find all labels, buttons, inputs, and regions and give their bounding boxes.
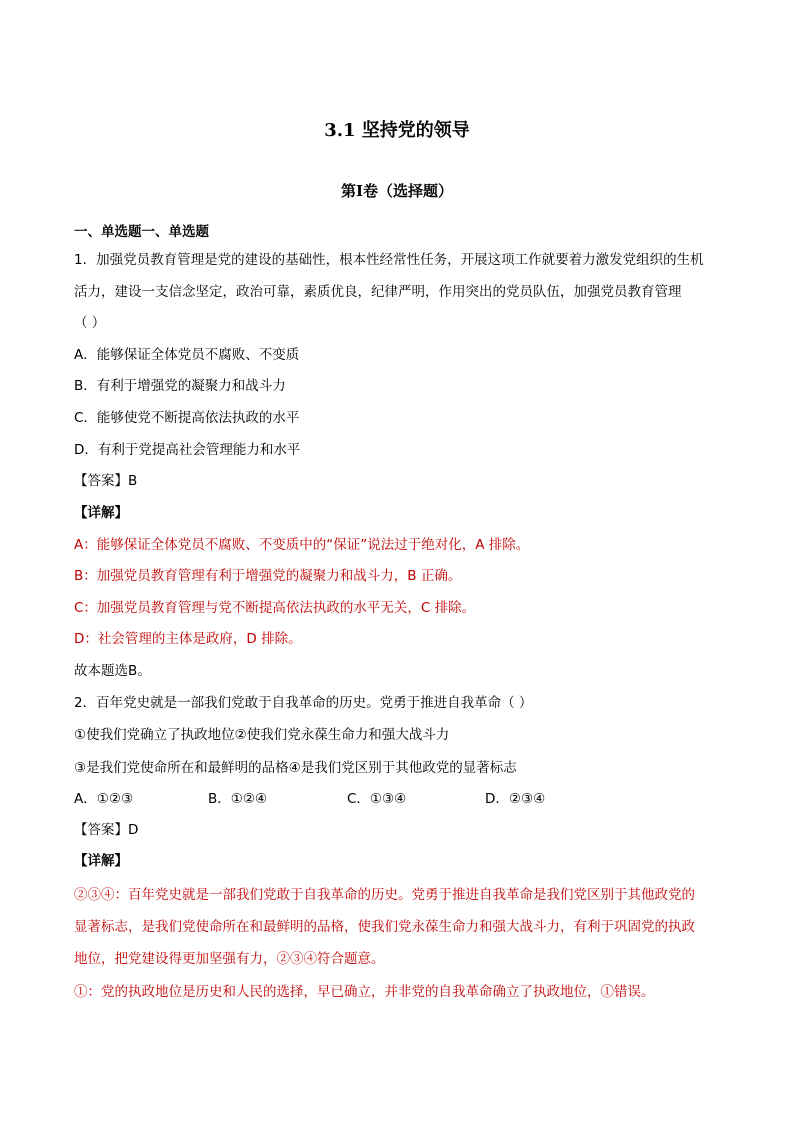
q1-answer: 【答案】B (74, 473, 138, 489)
q1-explanation-c: C：加强党员教育管理与党不断提高依法执政的水平无关，C 排除。 (74, 600, 476, 616)
q1-option-b: B．有利于增强党的凝聚力和战斗力 (74, 378, 286, 394)
q1-stem-line3: （ ） (74, 315, 106, 331)
q1-explanation-d: D：社会管理的主体是政府，D 排除。 (74, 631, 302, 647)
q1-stem-line2: 活力，建设一支信念坚定，政治可靠，素质优良，纪律严明，作用突出的党员队伍，加强党员教育管理 (74, 284, 682, 300)
q2-option-b: B．①②④ (208, 791, 268, 807)
document-subtitle: 第I卷（选择题） (340, 182, 454, 200)
section-heading: 一、单选题一、单选题 (74, 224, 209, 240)
q2-explanation-line4: ①：党的执政地位是历史和人民的选择，早已确立，并非党的自我革命确立了执政地位，①错误。 (74, 984, 655, 1000)
q2-explanation-line2: 显著标志，是我们党使命所在和最鲜明的品格，使我们党永葆生命力和强大战斗力，有利于巩固党的执政 (74, 919, 695, 935)
q2-detail-heading: 【详解】 (74, 853, 128, 869)
q1-explanation-a: A：能够保证全体党员不腐败、不变质中的“保证”说法过于绝对化，A 排除。 (74, 537, 530, 553)
q2-stem: 2．百年党史就是一部我们党敢于自我革命的历史。党勇于推进自我革命（ ） (74, 695, 533, 711)
q2-answer: 【答案】D (74, 822, 139, 838)
q1-option-d: D．有利于党提高社会管理能力和水平 (74, 442, 301, 458)
document-title: 3.1 坚持党的领导 (324, 120, 470, 141)
q2-explanation-line1: ②③④：百年党史就是一部我们党敢于自我革命的历史。党勇于推进自我革命是我们党区别于其他政党的 (74, 887, 695, 903)
q2-option-c: C．①③④ (347, 791, 407, 807)
q2-option-a: A．①②③ (74, 791, 134, 807)
q1-option-c: C．能够使党不断提高依法执政的水平 (74, 410, 300, 426)
q2-explanation-line3: 地位，把党建设得更加坚强有力，②③④符合题意。 (74, 951, 385, 967)
q1-stem-line1: 1．加强党员教育管理是党的建设的基础性，根本性经常性任务，开展这项工作就要着力激发党组织的生机 (74, 252, 704, 268)
q1-conclusion: 故本题选B。 (74, 663, 151, 679)
q2-option-d: D．②③④ (485, 791, 546, 807)
q2-statement-line2: ③是我们党使命所在和最鲜明的品格④是我们党区别于其他政党的显著标志 (74, 760, 517, 776)
q1-detail-heading: 【详解】 (74, 505, 128, 521)
q1-option-a: A．能够保证全体党员不腐败、不变质 (74, 347, 300, 363)
q1-explanation-b: B：加强党员教育管理有利于增强党的凝聚力和战斗力，B 正确。 (74, 568, 462, 584)
q2-statement-line1: ①使我们党确立了执政地位②使我们党永葆生命力和强大战斗力 (74, 727, 450, 743)
